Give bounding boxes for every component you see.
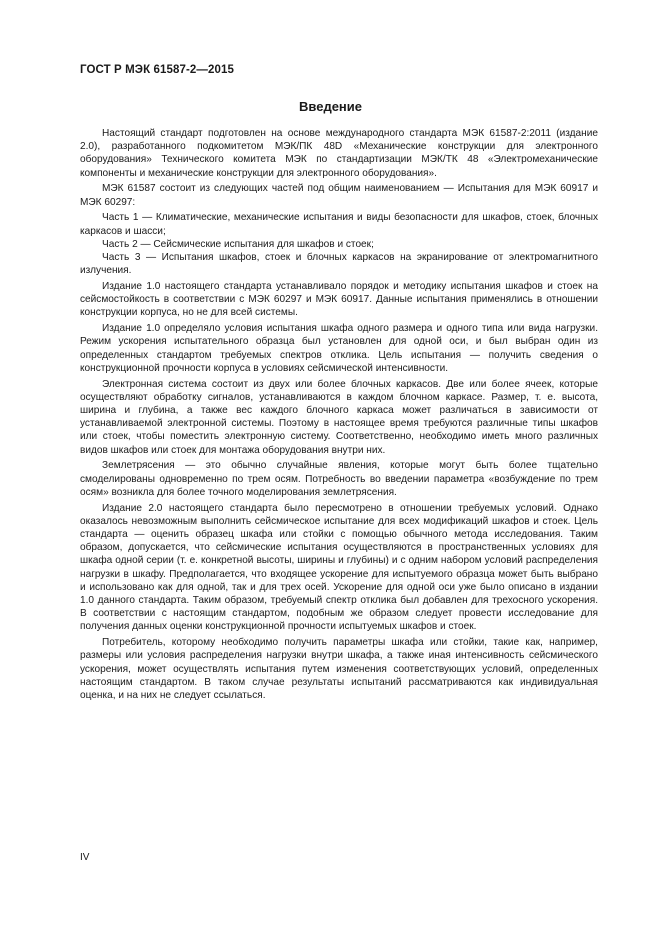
paragraph: Часть 1 — Климатические, механические испытания и виды безопасности для шкафов, стоек, блочных каркасов и шасси; [80, 212, 598, 237]
paragraph: Электронная система состоит из двух или более блочных каркасов. Две или более ячеек, которые осуществляют обработку сигналов, устанавливаются в каждом блочном каркасе. Размер, т. е. высота, ширина и глубина, а также вес каждого блочного каркаса может различаться в зависимости от устанавливаемой электронной системы. Поэтому в настоящее время требуются различные типы шкафов или стоек, чтобы поместить электронную систему. Соответственно, необходимо иметь много различных видов шкафов или стоек для монтажа оборудования внутри них. [80, 378, 598, 456]
document-header: ГОСТ Р МЭК 61587-2—2015 [80, 64, 234, 76]
paragraph: Землетрясения — это обычно случайные явления, которые могут быть более тщательно смоделированы одновременно по трем осям. Потребность во введении параметра «возбуждение по трем осям» возникла для более точного моделирования землетрясения. [80, 460, 598, 498]
paragraph: Издание 1.0 определяло условия испытания шкафа одного размера и одного типа или вида нагрузки. Режим ускорения испытательного образца был установлен для одной оси, и был выбран один из определенных стандартом требуемых спектров отклика. Цель испытания — получить сведения о конструкционной прочности корпуса в условиях сейсмической интенсивности. [80, 323, 598, 374]
paragraph: Часть 3 — Испытания шкафов, стоек и блочных каркасов на экранирование от электромагнитного излучения. [80, 252, 598, 277]
paragraph: МЭК 61587 состоит из следующих частей под общим наименованием — Испытания для МЭК 60917 и МЭК 60297: [80, 183, 598, 208]
paragraph: Издание 1.0 настоящего стандарта устанавливало порядок и методику испытания шкафов и стоек на сейсмостойкость в соответствии с МЭК 60297 и МЭК 60917. Данные испытания применялись в отношении конструкции корпуса, но не для всей системы. [80, 281, 598, 319]
section-title: Введение [299, 99, 362, 114]
document-body [80, 127, 598, 705]
paragraph: Часть 2 — Сейсмические испытания для шкафов и стоек; [102, 238, 374, 250]
paragraph: Потребитель, которому необходимо получить параметры шкафа или стойки, такие как, например, размеры или условия распределения нагрузки внутри шкафа, а также иная интенсивность сейсмического ускорения, может осуществлять испытания путем изменения соответствующих условий, определенных настоящим стандартом. В таком случае результаты испытаний рассматриваются как индивидуальная оценка, и на них не следует ссылаться. [80, 637, 598, 702]
page-number: IV [80, 852, 90, 863]
paragraph: Настоящий стандарт подготовлен на основе международного стандарта МЭК 61587-2:2011 (издание 2.0), разработанного подкомитетом МЭК/ПК 48D «Механические конструкции для электронного оборудования» Технического комитета МЭК по стандартизации МЭК/ТК 48 «Электромеханические компоненты и механические конструкции для электронного оборудования». [80, 128, 598, 179]
paragraph: Издание 2.0 настоящего стандарта было пересмотрено в отношении требуемых условий. Однако оказалось невозможным выполнить сейсмическое испытание для всех модификаций шкафов и стоек. Цель стандарта — оценить образец шкафа или стойки с помощью обычного метода исследования. Таким образом, допускается, что сейсмические испытания осуществляются в пространственных условиях для шкафа одной серии (т. е. конкретной высоты, ширины и глубины) и с одним набором условий распределения нагрузки в шкафу. Предполагается, что входящее ускорение для испытуемого образца может быть выбрано и использовано как для одной, так и для трех осей. Ускорение для одной оси уже было описано в издании 1.0 данного стандарта. Таким образом, требуемый спектр отклика был добавлен для трехосного ускорения. В соответствии с настоящим стандартом, подобным же образом следует провести исследование для получения данных оценки конструкционной прочности испытуемых шкафов и стоек. [80, 502, 598, 633]
